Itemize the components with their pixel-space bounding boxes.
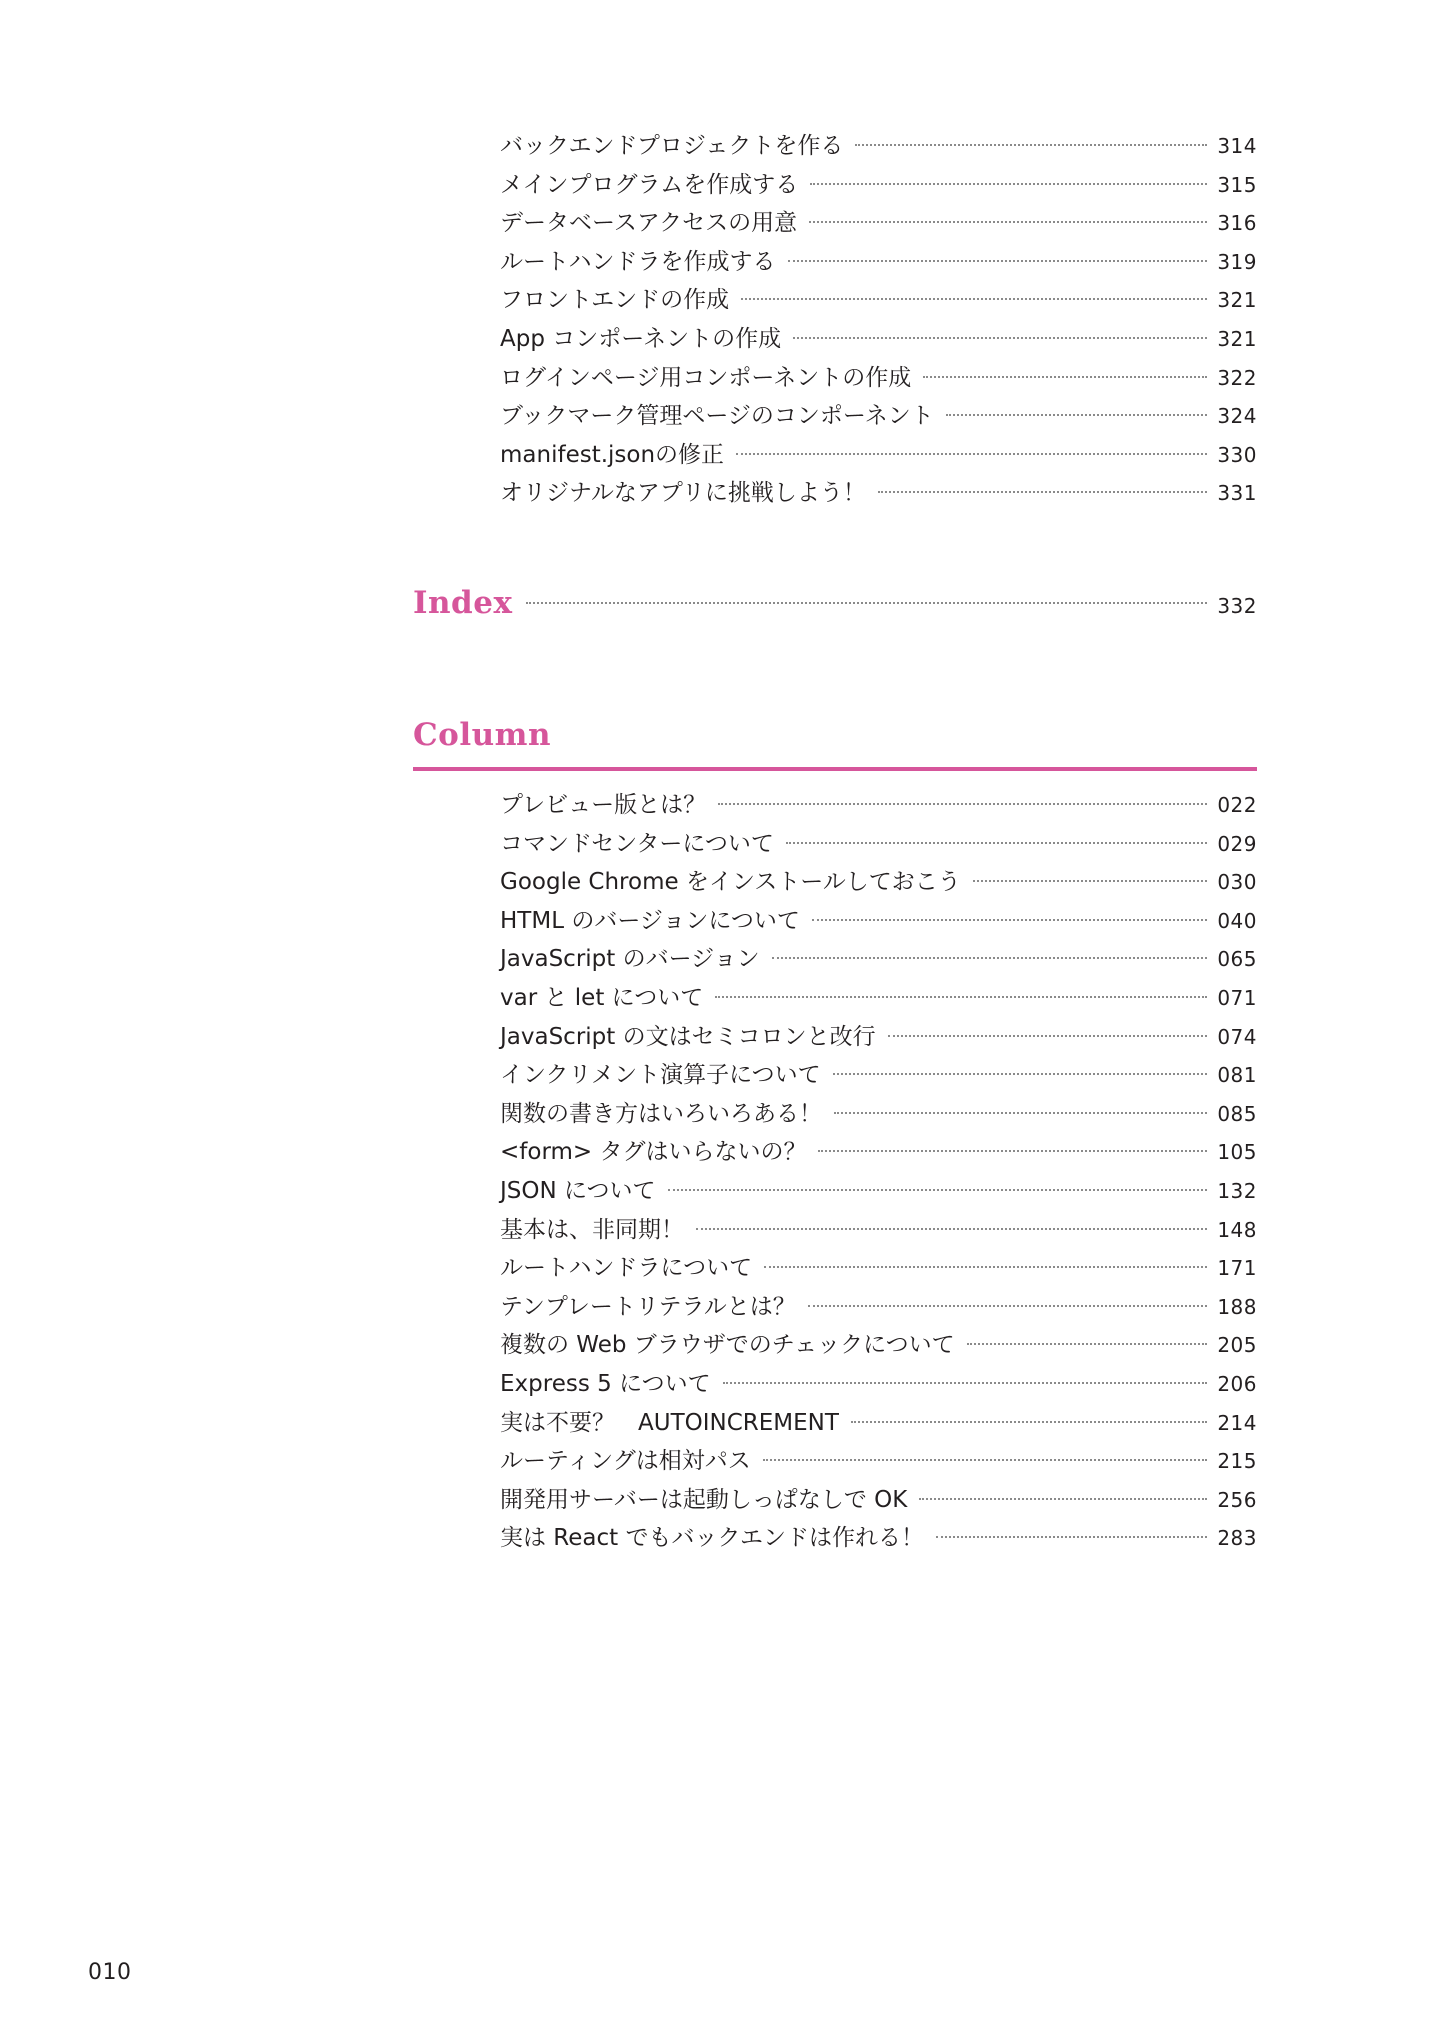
toc-entry[interactable] xyxy=(500,786,1257,825)
toc-entry[interactable] xyxy=(500,1056,1257,1095)
dot-leader xyxy=(973,880,1208,882)
toc-entry-title: Express 5 について xyxy=(500,1370,711,1397)
toc-entry-title: 基本は、非同期！ xyxy=(500,1216,684,1243)
index-heading-title: Index xyxy=(413,585,513,621)
toc-entry[interactable] xyxy=(500,1133,1257,1172)
toc-entry-page: 065 xyxy=(1217,947,1257,972)
dot-leader xyxy=(788,260,1208,262)
dot-leader xyxy=(715,996,1207,998)
dot-leader xyxy=(793,337,1207,339)
dot-leader xyxy=(736,453,1207,455)
toc-entry-title: 実は React でもバックエンドは作れる！ xyxy=(500,1525,925,1552)
toc-entry-page: 085 xyxy=(1217,1101,1257,1126)
dot-leader xyxy=(855,144,1207,146)
dot-leader xyxy=(809,221,1207,223)
page-number: 010 xyxy=(88,1960,132,1985)
toc-entry[interactable] xyxy=(500,1365,1257,1404)
index-heading-page: 332 xyxy=(1217,594,1257,618)
toc-entry-page: 188 xyxy=(1217,1294,1257,1319)
toc-entry[interactable] xyxy=(500,863,1257,902)
dot-leader xyxy=(723,1382,1208,1384)
toc-entry[interactable] xyxy=(500,1288,1257,1327)
toc-entry[interactable] xyxy=(500,1172,1257,1211)
dot-leader xyxy=(808,1305,1208,1307)
toc-entry-page: 081 xyxy=(1217,1063,1257,1088)
toc-entry-title: var と let について xyxy=(500,984,704,1011)
toc-entry[interactable] xyxy=(500,166,1257,205)
toc-entry-title: ログインページ用コンポーネントの作成 xyxy=(500,364,912,391)
dot-leader xyxy=(919,1498,1207,1500)
toc-entry[interactable] xyxy=(500,940,1257,979)
toc-entry-title: 複数の Web ブラウザでのチェックについて xyxy=(500,1332,955,1359)
dot-leader xyxy=(763,1459,1208,1461)
toc-entry-title: ルートハンドラについて xyxy=(500,1255,753,1282)
toc-entry[interactable] xyxy=(500,1481,1257,1520)
toc-entry[interactable] xyxy=(500,979,1257,1018)
toc-entry-title: データベースアクセスの用意 xyxy=(500,210,798,237)
toc-entry-page: 030 xyxy=(1217,870,1257,895)
toc-entry-title: JavaScript の文はセミコロンと改行 xyxy=(500,1023,876,1050)
toc-entry-title: manifest.jsonの修正 xyxy=(500,441,725,468)
dot-leader xyxy=(851,1421,1207,1423)
dot-leader xyxy=(526,602,1207,604)
toc-entry-page: 315 xyxy=(1217,172,1257,197)
toc-entry-page: 132 xyxy=(1217,1178,1257,1203)
dot-leader xyxy=(772,957,1208,959)
toc-entry-page: 321 xyxy=(1217,288,1257,313)
dot-leader xyxy=(888,1035,1208,1037)
dot-leader xyxy=(696,1228,1207,1230)
toc-entry-title: フロントエンドの作成 xyxy=(500,287,730,314)
dot-leader xyxy=(818,1150,1207,1152)
toc-entry-title: テンプレートリテラルとは？ xyxy=(500,1293,796,1320)
toc-entry-page: 314 xyxy=(1217,134,1257,158)
toc-entry-page: 206 xyxy=(1217,1371,1257,1396)
toc-entry[interactable] xyxy=(500,397,1257,436)
toc-entry-title: HTML のバージョンについて xyxy=(500,907,800,934)
toc-entry-page: 316 xyxy=(1217,211,1257,236)
toc-entry-page: 214 xyxy=(1217,1410,1257,1435)
toc-entry[interactable] xyxy=(500,320,1257,359)
toc-entry[interactable] xyxy=(500,1095,1257,1134)
toc-entry-title: オリジナルなアプリに挑戦しよう！ xyxy=(500,480,866,507)
toc-entry-title: JSON について xyxy=(500,1177,656,1204)
toc-entry-title: 関数の書き方はいろいろある！ xyxy=(500,1100,822,1127)
toc-entry[interactable] xyxy=(500,1249,1257,1288)
toc-entry[interactable] xyxy=(500,1211,1257,1250)
dot-leader xyxy=(936,1536,1207,1538)
dot-leader xyxy=(718,803,1207,805)
dot-leader xyxy=(741,298,1207,300)
dot-leader xyxy=(834,1112,1207,1114)
toc-entry-title: メインプログラムを作成する xyxy=(500,171,799,198)
column-heading-title: Column xyxy=(413,717,552,753)
toc-entry[interactable] xyxy=(500,1018,1257,1057)
dot-leader xyxy=(833,1073,1208,1075)
toc-entry-page: 029 xyxy=(1217,831,1257,856)
toc-entry-page: 324 xyxy=(1217,404,1257,429)
dot-leader xyxy=(967,1343,1208,1345)
toc-entry[interactable] xyxy=(500,1442,1257,1481)
toc-entry[interactable] xyxy=(500,1519,1257,1558)
toc-entry-page: 205 xyxy=(1217,1333,1257,1358)
toc-entry[interactable] xyxy=(500,436,1257,475)
toc-entry-title: ルーティングは相対パス xyxy=(500,1448,751,1475)
toc-entry-title: ブックマーク管理ページのコンポーネント xyxy=(500,403,934,430)
toc-entry-title: 実は不要？ AUTOINCREMENT xyxy=(500,1409,839,1436)
toc-entry-page: 040 xyxy=(1217,908,1257,933)
toc-entry-page: 074 xyxy=(1217,1024,1257,1049)
toc-entry[interactable] xyxy=(500,204,1257,243)
toc-entry-title: JavaScript のバージョン xyxy=(500,946,760,973)
toc-entry[interactable] xyxy=(500,1326,1257,1365)
toc-entry[interactable] xyxy=(500,127,1257,166)
toc-entry[interactable] xyxy=(500,281,1257,320)
toc-entry-title: <form> タグはいらないの？ xyxy=(500,1139,807,1166)
toc-entry-title: Google Chrome をインストールしておこう xyxy=(500,869,961,896)
dot-leader xyxy=(812,919,1207,921)
toc-entry-page: 322 xyxy=(1217,365,1257,390)
toc-entry-page: 171 xyxy=(1217,1256,1257,1281)
toc-entry[interactable] xyxy=(500,902,1257,941)
column-entry-list xyxy=(500,786,1257,1558)
dot-leader xyxy=(923,376,1207,378)
toc-entry-title: 開発用サーバーは起動しっぱなしで OK xyxy=(500,1486,908,1513)
toc-entry-page: 256 xyxy=(1217,1487,1257,1512)
toc-entry-page: 331 xyxy=(1217,481,1257,506)
toc-entry[interactable] xyxy=(500,825,1257,864)
column-heading-rule xyxy=(413,767,1257,771)
column-heading xyxy=(413,717,1257,753)
toc-entry-page: 148 xyxy=(1217,1217,1257,1242)
toc-entry-title: プレビュー版とは？ xyxy=(500,792,707,818)
toc-entry-page: 330 xyxy=(1217,442,1257,467)
toc-entry-title: App コンポーネントの作成 xyxy=(500,325,782,352)
dot-leader xyxy=(764,1266,1207,1268)
chapter-entry-list xyxy=(500,127,1257,513)
toc-entry[interactable] xyxy=(500,474,1257,513)
toc-entry-page: 321 xyxy=(1217,326,1257,351)
toc-entry-title: コマンドセンターについて xyxy=(500,830,774,857)
toc-entry-title: ルートハンドラを作成する xyxy=(500,248,776,275)
toc-entry-page: 105 xyxy=(1217,1140,1257,1165)
dot-leader xyxy=(810,183,1207,185)
dot-leader xyxy=(668,1189,1208,1191)
dot-leader xyxy=(786,842,1207,844)
dot-leader xyxy=(946,414,1208,416)
toc-entry-page: 022 xyxy=(1217,793,1257,817)
dot-leader xyxy=(878,491,1207,493)
toc-entry-page: 319 xyxy=(1217,249,1257,274)
toc-entry-title: バックエンドプロジェクトを作る xyxy=(500,133,844,159)
toc-entry-title: インクリメント演算子について xyxy=(500,1062,821,1089)
toc-entry-page: 071 xyxy=(1217,985,1257,1010)
toc-entry[interactable] xyxy=(500,359,1257,398)
toc-entry[interactable] xyxy=(500,1404,1257,1443)
toc-entry-page: 283 xyxy=(1217,1526,1257,1551)
index-heading[interactable] xyxy=(413,585,1257,621)
toc-entry[interactable] xyxy=(500,243,1257,282)
toc-entry-page: 215 xyxy=(1217,1449,1257,1474)
